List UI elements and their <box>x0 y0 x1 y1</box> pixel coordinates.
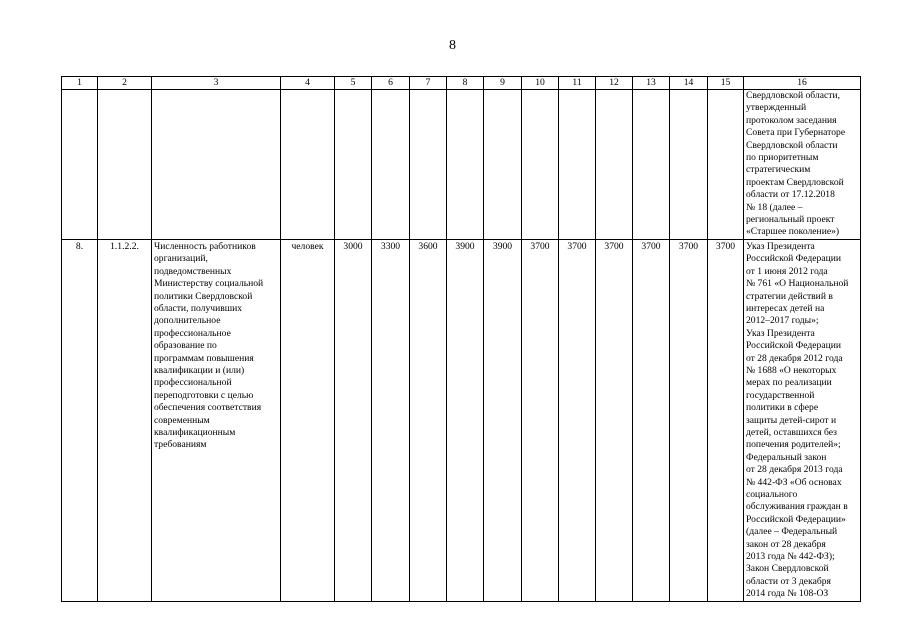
item-code-cell: 1.1.2.2. <box>98 239 152 601</box>
value-cell <box>708 90 744 240</box>
column-header-6: 6 <box>372 77 410 90</box>
text-line: квалификационным <box>154 426 236 438</box>
text-line: протоколом заседания <box>746 114 837 126</box>
text-line: подведомственных <box>154 265 232 277</box>
text-line: образование по <box>154 340 217 352</box>
text-line: защиты детей-сирот и <box>746 414 837 426</box>
text-line: стратегическим <box>746 164 811 176</box>
value-cell: 3900 <box>447 239 484 601</box>
column-header-10: 10 <box>522 77 559 90</box>
value-cell: 3900 <box>484 239 522 601</box>
text-line: обслуживания граждан в <box>746 501 848 513</box>
column-header-3: 3 <box>152 77 281 90</box>
text-line: области от 17.12.2018 <box>746 189 835 201</box>
value-cell: 3700 <box>708 239 744 601</box>
value-cell <box>372 90 410 240</box>
text-line: интересах детей на <box>746 302 825 314</box>
column-header-16: 16 <box>744 77 861 90</box>
value-cell <box>596 90 633 240</box>
text-line: переподготовки с целью <box>154 389 254 401</box>
column-header-15: 15 <box>708 77 744 90</box>
text-line: государственной <box>746 389 815 401</box>
text-line: № 18 (далее – <box>746 201 803 213</box>
text-line: закон от 28 декабря <box>746 538 826 550</box>
text-line: мерах по реализации <box>746 377 832 389</box>
text-line: Совета при Губернаторе <box>746 127 846 139</box>
legal-basis-cell <box>744 239 861 601</box>
text-line: Закон Свердловской <box>746 563 829 575</box>
text-line: Российской Федерации <box>746 253 841 265</box>
value-cell: 3700 <box>559 239 596 601</box>
value-cell: 3600 <box>410 239 447 601</box>
text-line: № 442-ФЗ «Об основах <box>746 476 842 488</box>
text-line: Российской Федерации» <box>746 513 846 525</box>
text-line: от 28 декабря 2013 года <box>746 464 843 476</box>
text-line: дополнительное <box>154 315 221 327</box>
column-header-5: 5 <box>335 77 372 90</box>
text-line: требованиям <box>154 439 207 451</box>
text-line: № 761 «О Национальной <box>746 278 849 290</box>
text-line: организаций, <box>154 253 208 265</box>
value-cell: 3700 <box>596 239 633 601</box>
value-cell: 3700 <box>670 239 708 601</box>
indicator-name-cell <box>152 90 281 240</box>
value-cell: 3700 <box>633 239 670 601</box>
column-header-4: 4 <box>281 77 335 90</box>
text-line: от 1 июня 2012 года <box>746 265 828 277</box>
text-line: обеспечения соответствия <box>154 402 262 414</box>
row-number-cell <box>62 90 98 240</box>
text-line: современным <box>154 414 210 426</box>
column-header-11: 11 <box>559 77 596 90</box>
value-cell <box>410 90 447 240</box>
text-line: Российской Федерации <box>746 340 841 352</box>
text-line: стратегии действий в <box>746 290 833 302</box>
text-line: (далее – Федеральный <box>746 526 838 538</box>
column-header-9: 9 <box>484 77 522 90</box>
text-line: Свердловской области, <box>746 90 840 101</box>
text-line: Федеральный закон <box>746 451 827 463</box>
text-line: Министерству социальной <box>154 278 264 290</box>
text-line: 2013 года № 442-ФЗ); <box>746 551 835 563</box>
column-header-1: 1 <box>62 77 98 90</box>
header-row <box>62 77 861 90</box>
text-line: профессиональное <box>154 327 231 339</box>
page-number: 8 <box>449 38 456 53</box>
value-cell: 3000 <box>335 239 372 601</box>
value-cell <box>633 90 670 240</box>
text-line: Свердловской области <box>746 139 838 151</box>
text-line: области от 3 декабря <box>746 575 831 587</box>
text-line: Указ Президента <box>746 327 815 339</box>
value-cell <box>522 90 559 240</box>
text-line: Численность работников <box>154 240 256 252</box>
text-line: детей, оставшихся без <box>746 426 837 438</box>
unit-cell: человек <box>281 239 335 601</box>
text-line: программам повышения <box>154 352 254 364</box>
text-line: региональный проект <box>746 214 835 226</box>
value-cell <box>335 90 372 240</box>
table-row <box>62 90 861 240</box>
row-number-cell: 8. <box>62 239 98 601</box>
value-cell <box>484 90 522 240</box>
text-line: квалификации и (или) <box>154 364 245 376</box>
column-header-7: 7 <box>410 77 447 90</box>
text-line: от 28 декабря 2012 года <box>746 352 843 364</box>
value-cell: 3300 <box>372 239 410 601</box>
text-line: политики Свердловской <box>154 290 253 302</box>
text-line: попечения родителей»; <box>746 439 841 451</box>
value-cell <box>670 90 708 240</box>
text-line: 2014 года № 108-ОЗ <box>746 588 829 600</box>
column-header-14: 14 <box>670 77 708 90</box>
text-line: по приоритетным <box>746 152 819 164</box>
unit-cell <box>281 90 335 240</box>
text-line: утвержденный <box>746 102 807 114</box>
column-header-2: 2 <box>98 77 152 90</box>
column-header-13: 13 <box>633 77 670 90</box>
column-header-8: 8 <box>447 77 484 90</box>
text-line: профессиональной <box>154 377 232 389</box>
value-cell: 3700 <box>522 239 559 601</box>
text-line: политики в сфере <box>746 402 819 414</box>
column-header-12: 12 <box>596 77 633 90</box>
text-line: Указ Президента <box>746 240 815 252</box>
value-cell <box>559 90 596 240</box>
text-line: области, получивших <box>154 302 243 314</box>
text-line: проектам Свердловской <box>746 176 844 188</box>
indicator-name-cell <box>152 239 281 601</box>
indicators-table <box>61 76 861 602</box>
text-line: социального <box>746 489 798 500</box>
legal-basis-cell <box>744 90 861 240</box>
item-code-cell <box>98 90 152 240</box>
text-line: 2012–2017 годы»; <box>746 315 819 327</box>
text-line: № 1688 «О некоторых <box>746 364 837 376</box>
text-line: «Старшее поколение») <box>746 226 840 238</box>
table-row <box>62 239 861 601</box>
value-cell <box>447 90 484 240</box>
